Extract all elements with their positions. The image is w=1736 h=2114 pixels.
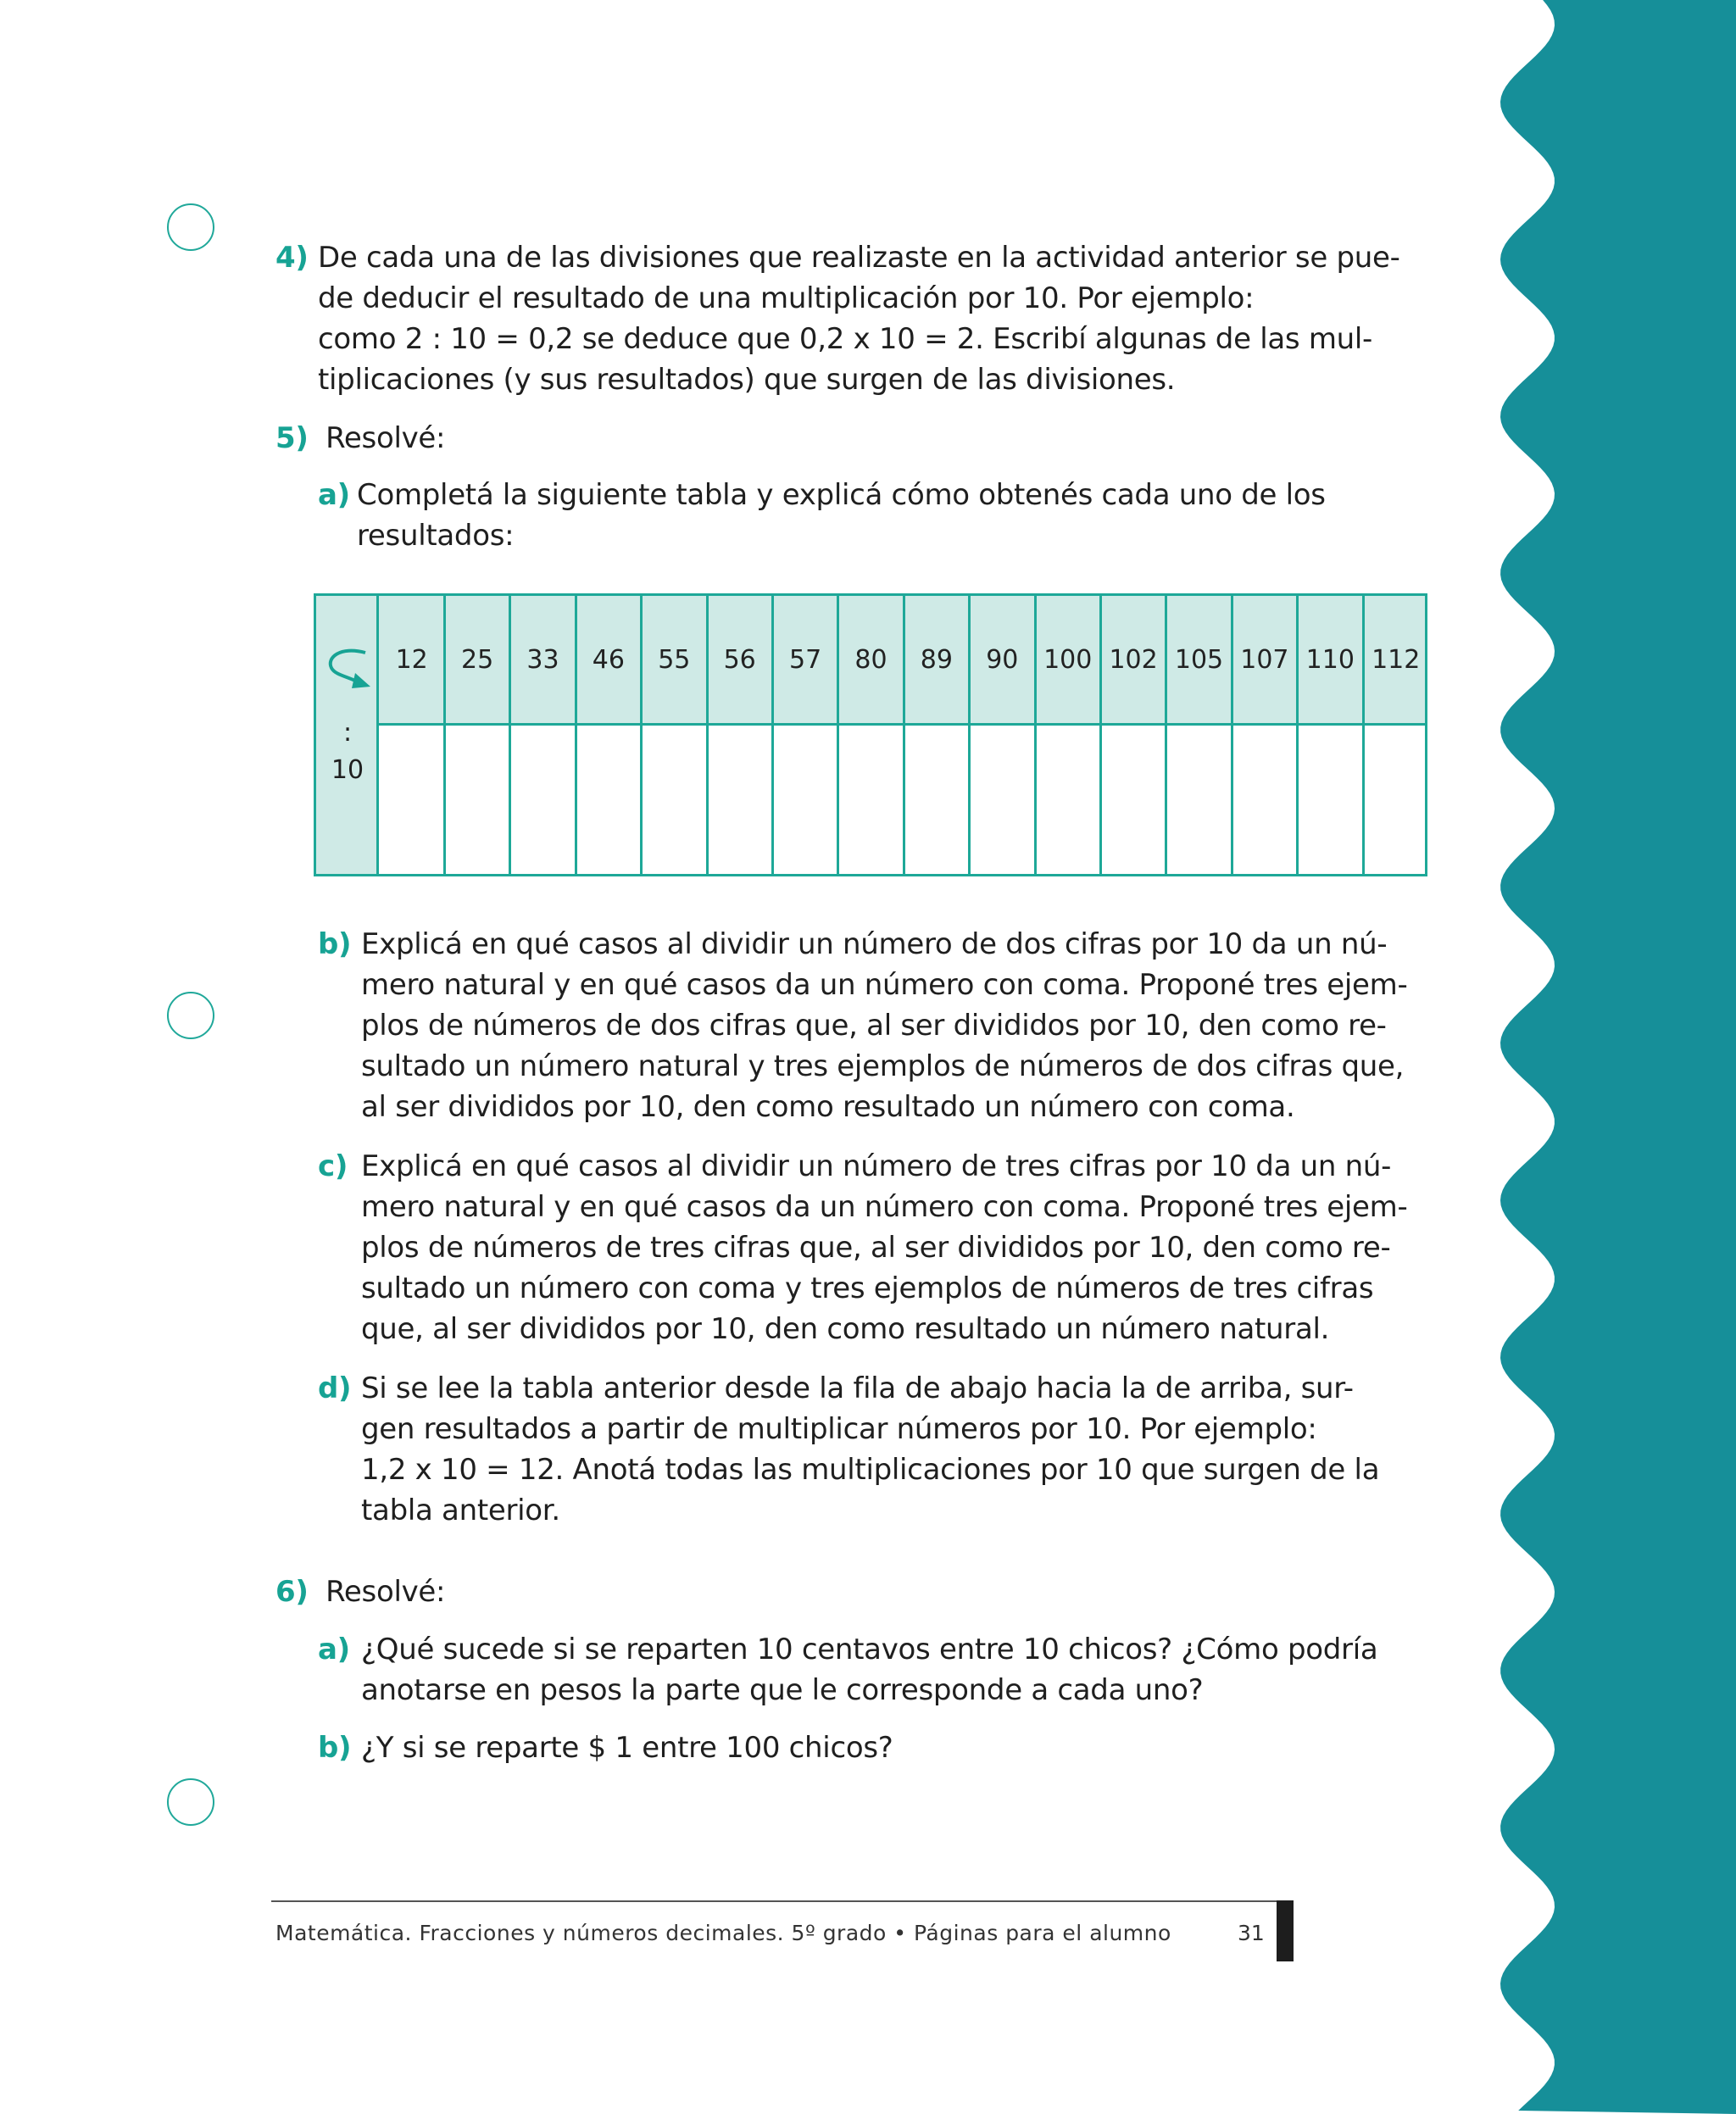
- question-5b-line: sultado un número natural y tres ejemplos de números de dos cifras que,: [361, 1049, 1405, 1083]
- question-5b: [318, 924, 1408, 1127]
- question-5c-label: c): [318, 1149, 348, 1183]
- question-6a-label: a): [318, 1633, 350, 1666]
- table-header-cell: 12: [395, 644, 428, 675]
- question-5c: [318, 1146, 1408, 1349]
- table-answer-cell[interactable]: [904, 726, 969, 874]
- question-4-line: tiplicaciones (y sus resultados) que surgen de las divisiones.: [318, 363, 1176, 397]
- table-answer-cell[interactable]: [444, 726, 509, 874]
- footer-rule: [271, 1900, 1277, 1902]
- binder-hole-top: [167, 203, 214, 251]
- operator-symbol: :: [342, 718, 353, 748]
- table-header-cell: 80: [854, 644, 887, 675]
- question-5b-line: al ser divididos por 10, den como resultado un número con coma.: [361, 1090, 1295, 1124]
- question-5b-line: plos de números de dos cifras que, al ser divididos por 10, den como re-: [361, 1009, 1387, 1043]
- table-answer-cell[interactable]: [1363, 726, 1428, 874]
- question-5a: [318, 475, 1326, 556]
- question-4-line: de deducir el resultado de una multiplicación por 10. Por ejemplo:: [318, 281, 1255, 315]
- table-answer-cell[interactable]: [707, 726, 772, 874]
- question-4-line: como 2 : 10 = 0,2 se deduce que 0,2 x 10 = 2. Escribí algunas de las mul-: [318, 322, 1373, 356]
- question-5b-line: Explicá en qué casos al dividir un número de dos cifras por 10 da un nú-: [361, 927, 1388, 961]
- question-5a-label: a): [318, 478, 350, 512]
- table-answer-cell[interactable]: [838, 726, 904, 874]
- table-answer-cell[interactable]: [642, 726, 707, 874]
- question-4-number: 4): [275, 241, 309, 275]
- table-header-cell: 110: [1305, 644, 1355, 675]
- table-answer-cell[interactable]: [1232, 726, 1297, 874]
- question-5c-line: que, al ser divididos por 10, den como resultado un número natural.: [361, 1312, 1330, 1346]
- question-4: [275, 237, 1400, 400]
- question-4-line: De cada una de las divisiones que realizaste en la actividad anterior se pue-: [318, 241, 1400, 275]
- table-header-cell: 56: [723, 644, 756, 675]
- table-header-cell: 46: [592, 644, 625, 675]
- table-header-cell: 105: [1174, 644, 1224, 675]
- division-operator: [316, 715, 379, 789]
- division-table: [314, 593, 1427, 876]
- table-header-cell: 33: [526, 644, 559, 675]
- table-answer-cell[interactable]: [1298, 726, 1363, 874]
- question-5c-line: plos de números de tres cifras que, al ser divididos por 10, den como re-: [361, 1231, 1391, 1265]
- footer-title: Matemática. Fracciones y números decimales. 5º grado • Páginas para el alumno: [275, 1921, 1171, 1945]
- footer-page-marker: [1277, 1900, 1294, 1961]
- table-header-cell: 57: [788, 644, 822, 675]
- question-6a-line: anotarse en pesos la parte que le corresponde a cada uno?: [361, 1673, 1204, 1707]
- table-header-cell: 112: [1372, 644, 1421, 675]
- table-answer-cell[interactable]: [772, 726, 837, 874]
- table-header-cell: 90: [986, 644, 1019, 675]
- table-answer-cell[interactable]: [576, 726, 641, 874]
- question-5b-line: mero natural y en qué casos da un número con coma. Proponé tres ejem-: [361, 968, 1408, 1002]
- table-answer-cell[interactable]: [1100, 726, 1166, 874]
- question-5c-line: Explicá en qué casos al dividir un número de tres cifras por 10 da un nú-: [361, 1149, 1392, 1183]
- table-answer-cell[interactable]: [379, 726, 444, 874]
- curved-arrow-icon: [323, 643, 374, 693]
- page-number: 31: [1238, 1921, 1265, 1945]
- question-6a: [318, 1629, 1378, 1711]
- question-5-title: Resolvé:: [326, 421, 446, 455]
- question-6-title: Resolvé:: [326, 1575, 446, 1609]
- question-6a-line: ¿Qué sucede si se reparten 10 centavos entre 10 chicos? ¿Cómo podría: [361, 1633, 1378, 1666]
- question-5a-line: resultados:: [357, 519, 515, 553]
- question-6-number: 6): [275, 1575, 309, 1609]
- table-answer-cell[interactable]: [970, 726, 1035, 874]
- question-5d-label: d): [318, 1371, 352, 1405]
- decorative-wave-band: [1492, 0, 1736, 2114]
- question-5c-line: sultado un número con coma y tres ejemplos de números de tres cifras: [361, 1271, 1374, 1305]
- binder-hole-bottom: [167, 1778, 214, 1826]
- table-header-cell: 25: [460, 644, 494, 675]
- table-header-cell: 100: [1043, 644, 1093, 675]
- question-6-heading: [275, 1572, 445, 1612]
- question-5b-label: b): [318, 927, 352, 961]
- table-header-cell: 107: [1240, 644, 1289, 675]
- question-6b: [318, 1727, 1263, 1768]
- question-5d-line: tabla anterior.: [361, 1494, 560, 1527]
- question-5-heading: [275, 418, 445, 459]
- question-6b-line: ¿Y si se reparte $ 1 entre 100 chicos?: [361, 1731, 893, 1765]
- table-header-cell: 55: [658, 644, 691, 675]
- binder-hole-middle: [167, 992, 214, 1039]
- question-5d-line: gen resultados a partir de multiplicar números por 10. Por ejemplo:: [361, 1412, 1317, 1446]
- question-5a-line: Completá la siguiente tabla y explicá cómo obtenés cada uno de los: [357, 478, 1326, 512]
- question-5c-line: mero natural y en qué casos da un número con coma. Proponé tres ejem-: [361, 1190, 1408, 1224]
- table-answer-cell[interactable]: [1035, 726, 1100, 874]
- table-answer-cell[interactable]: [510, 726, 576, 874]
- question-5-number: 5): [275, 421, 309, 455]
- table-answer-cell[interactable]: [1166, 726, 1232, 874]
- question-6b-label: b): [318, 1731, 352, 1765]
- question-5d: [318, 1368, 1380, 1531]
- divisor-value: 10: [331, 755, 364, 785]
- table-header-cell: 89: [920, 644, 953, 675]
- table-header-cell: 102: [1109, 644, 1158, 675]
- question-5d-line: 1,2 x 10 = 12. Anotá todas las multiplicaciones por 10 que surgen de la: [361, 1453, 1380, 1487]
- question-5d-line: Si se lee la tabla anterior desde la fila de abajo hacia la de arriba, sur-: [361, 1371, 1354, 1405]
